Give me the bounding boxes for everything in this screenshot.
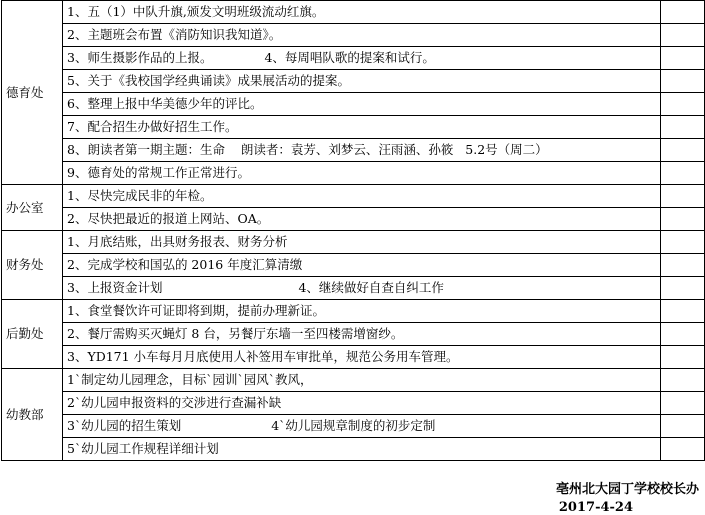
table-row [2, 277, 705, 300]
department-label: 后勤处 [2, 300, 63, 369]
table-row [2, 116, 705, 139]
table-row [2, 392, 705, 415]
task-text: 2、主题班会布置《消防知识我知道》。 [67, 27, 282, 42]
task-cell [63, 438, 661, 461]
status-cell [661, 415, 705, 438]
task-text: 3、YD171 小车每月月底使用人补签用车审批单，规范公务用车管理。 [67, 349, 459, 364]
signature-date: 2017-4-24 [558, 500, 633, 515]
table-row [2, 47, 705, 70]
table-row [2, 208, 705, 231]
schedule-body [2, 1, 705, 461]
status-cell [661, 70, 705, 93]
status-cell [661, 93, 705, 116]
task-text: 4`幼儿园规章制度的初步定制 [271, 418, 436, 433]
table-row [2, 415, 705, 438]
task-cell [63, 277, 661, 300]
task-cell [63, 346, 661, 369]
table-row [2, 346, 705, 369]
task-cell [63, 415, 661, 438]
table-row [2, 369, 705, 392]
task-text: 2`幼儿园申报资料的交涉进行查漏补缺 [67, 395, 282, 410]
status-cell [661, 277, 705, 300]
department-label: 财务处 [2, 231, 63, 300]
task-text: 4、每周唱队歌的提案和试行。 [264, 50, 435, 65]
status-cell [661, 162, 705, 185]
task-text: 7、配合招生办做好招生工作。 [67, 119, 238, 134]
table-row [2, 231, 705, 254]
table-row [2, 300, 705, 323]
status-cell [661, 24, 705, 47]
task-text: 3、师生摄影作品的上报。 [67, 50, 213, 65]
status-cell [661, 47, 705, 70]
department-label: 办公室 [2, 185, 63, 231]
task-cell [63, 323, 661, 346]
task-text: 9、德育处的常规工作正常进行。 [67, 165, 250, 180]
table-row [2, 93, 705, 116]
task-text: 6、整理上报中华美德少年的评比。 [67, 96, 263, 111]
table-row [2, 438, 705, 461]
status-cell [661, 346, 705, 369]
task-cell [63, 231, 661, 254]
task-text: 1、五（1）中队升旗,颁发文明班级流动红旗。 [67, 4, 325, 19]
task-cell [63, 70, 661, 93]
status-cell [661, 392, 705, 415]
task-text: 1`制定幼儿园理念，目标`园训`园风`教风， [67, 372, 313, 387]
status-cell [661, 139, 705, 162]
table-row [2, 24, 705, 47]
table-row [2, 139, 705, 162]
task-text: 5`幼儿园工作规程详细计划 [67, 441, 219, 456]
status-cell [661, 231, 705, 254]
task-text: 2、餐厅需购买灭蝇灯 8 台，另餐厅东墙一至四楼需增窗纱。 [67, 326, 404, 341]
task-text: 1、月底结账，出具财务报表、财务分析 [67, 234, 288, 249]
status-cell [661, 1, 705, 24]
task-cell [63, 24, 661, 47]
status-cell [661, 300, 705, 323]
task-text: 1、食堂餐饮许可证即将到期，提前办理新证。 [67, 303, 325, 318]
department-label: 德育处 [2, 1, 63, 185]
status-cell [661, 185, 705, 208]
table-row [2, 1, 705, 24]
task-cell [63, 254, 661, 277]
task-cell [63, 369, 661, 392]
status-cell [661, 323, 705, 346]
task-text: 4、继续做好自查自纠工作 [298, 280, 444, 295]
table-row [2, 70, 705, 93]
task-text: 3、上报资金计划 [67, 280, 163, 295]
status-cell [661, 254, 705, 277]
status-cell [661, 116, 705, 139]
table-row [2, 162, 705, 185]
task-cell [63, 162, 661, 185]
task-text: 5、关于《我校国学经典诵读》成果展活动的提案。 [67, 73, 350, 88]
status-cell [661, 438, 705, 461]
task-text: 3`幼儿园的招生策划 [67, 418, 182, 433]
task-cell [63, 139, 661, 162]
task-cell [63, 300, 661, 323]
table-row [2, 185, 705, 208]
table-row [2, 323, 705, 346]
task-cell [63, 392, 661, 415]
task-cell [63, 93, 661, 116]
task-text: 8、朗读者第一期主题：生命 朗读者：袁芳、刘梦云、汪雨涵、孙筱 5.2号（周二） [67, 142, 548, 157]
schedule-table [1, 0, 705, 461]
status-cell [661, 208, 705, 231]
task-text: 2、完成学校和国弘的 2016 年度汇算清缴 [67, 257, 303, 272]
table-row [2, 254, 705, 277]
task-cell [63, 208, 661, 231]
task-text: 1、尽快完成民非的年检。 [67, 188, 213, 203]
task-cell [63, 1, 661, 24]
task-cell [63, 116, 661, 139]
task-cell [63, 185, 661, 208]
status-cell [661, 369, 705, 392]
task-cell [63, 47, 661, 70]
office-signature: 亳州北大园丁学校校长办 [555, 482, 699, 497]
task-text: 2、尽快把最近的报道上网站、OA。 [67, 211, 270, 226]
department-label: 幼教部 [2, 369, 63, 461]
